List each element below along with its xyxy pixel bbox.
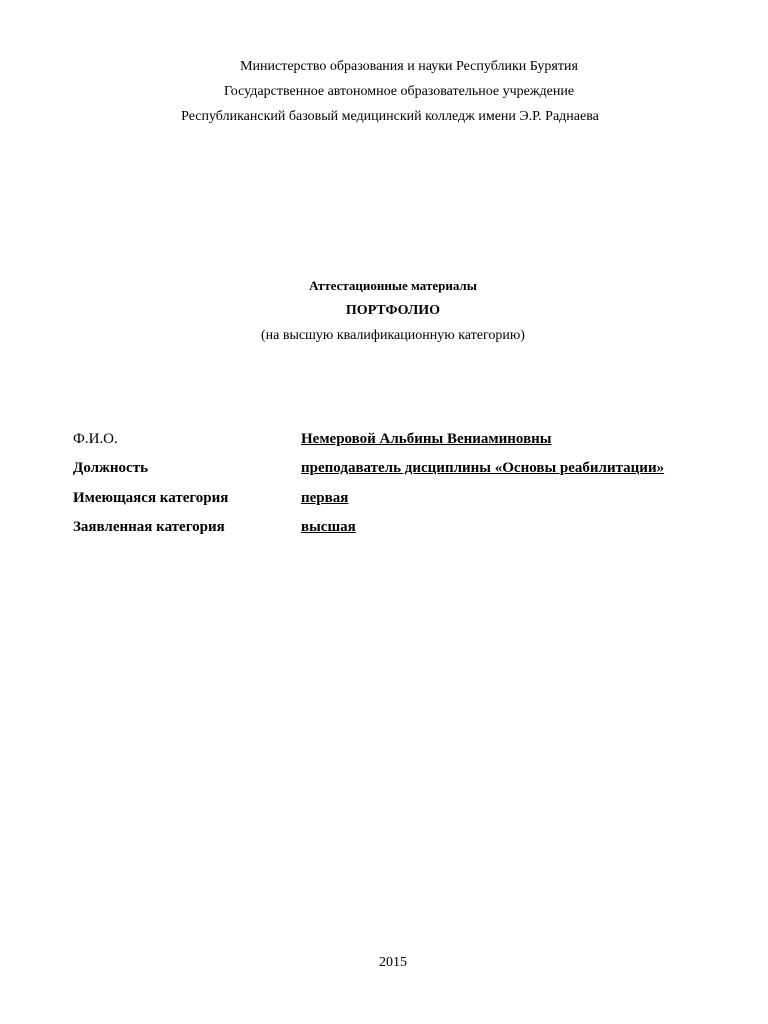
institution-type-header: Государственное автономное образовательное учреждение	[223, 84, 575, 99]
info-value-position: преподаватель дисциплины «Основы реабилитации»	[301, 460, 665, 476]
info-row-requested-category	[73, 517, 733, 537]
document-subtitle-category: (на высшую квалификационную категорию)	[261, 328, 525, 343]
info-label-fio: Ф.И.О.	[73, 431, 118, 447]
info-row-position	[73, 458, 733, 478]
ministry-header: Министерство образования и науки Республики Бурятия	[240, 59, 578, 74]
info-label-position: Должность	[73, 460, 149, 476]
info-row-current-category	[73, 488, 733, 508]
info-value-requested-category: высшая	[301, 519, 356, 535]
footer-year: 2015	[379, 955, 407, 970]
document-title-portfolio: ПОРТФОЛИО	[345, 303, 441, 318]
document-title-attestation: Аттестационные материалы	[309, 278, 477, 293]
info-row-fio	[73, 429, 733, 449]
info-label-requested-category: Заявленная категория	[73, 519, 225, 535]
info-label-current-category: Имеющаяся категория	[73, 490, 229, 506]
info-value-fio: Немеровой Альбины Вениаминовны	[301, 431, 552, 447]
college-header: Республиканский базовый медицинский колледж имени Э.Р. Раднаева	[181, 109, 599, 124]
info-value-current-category: первая	[301, 490, 349, 506]
